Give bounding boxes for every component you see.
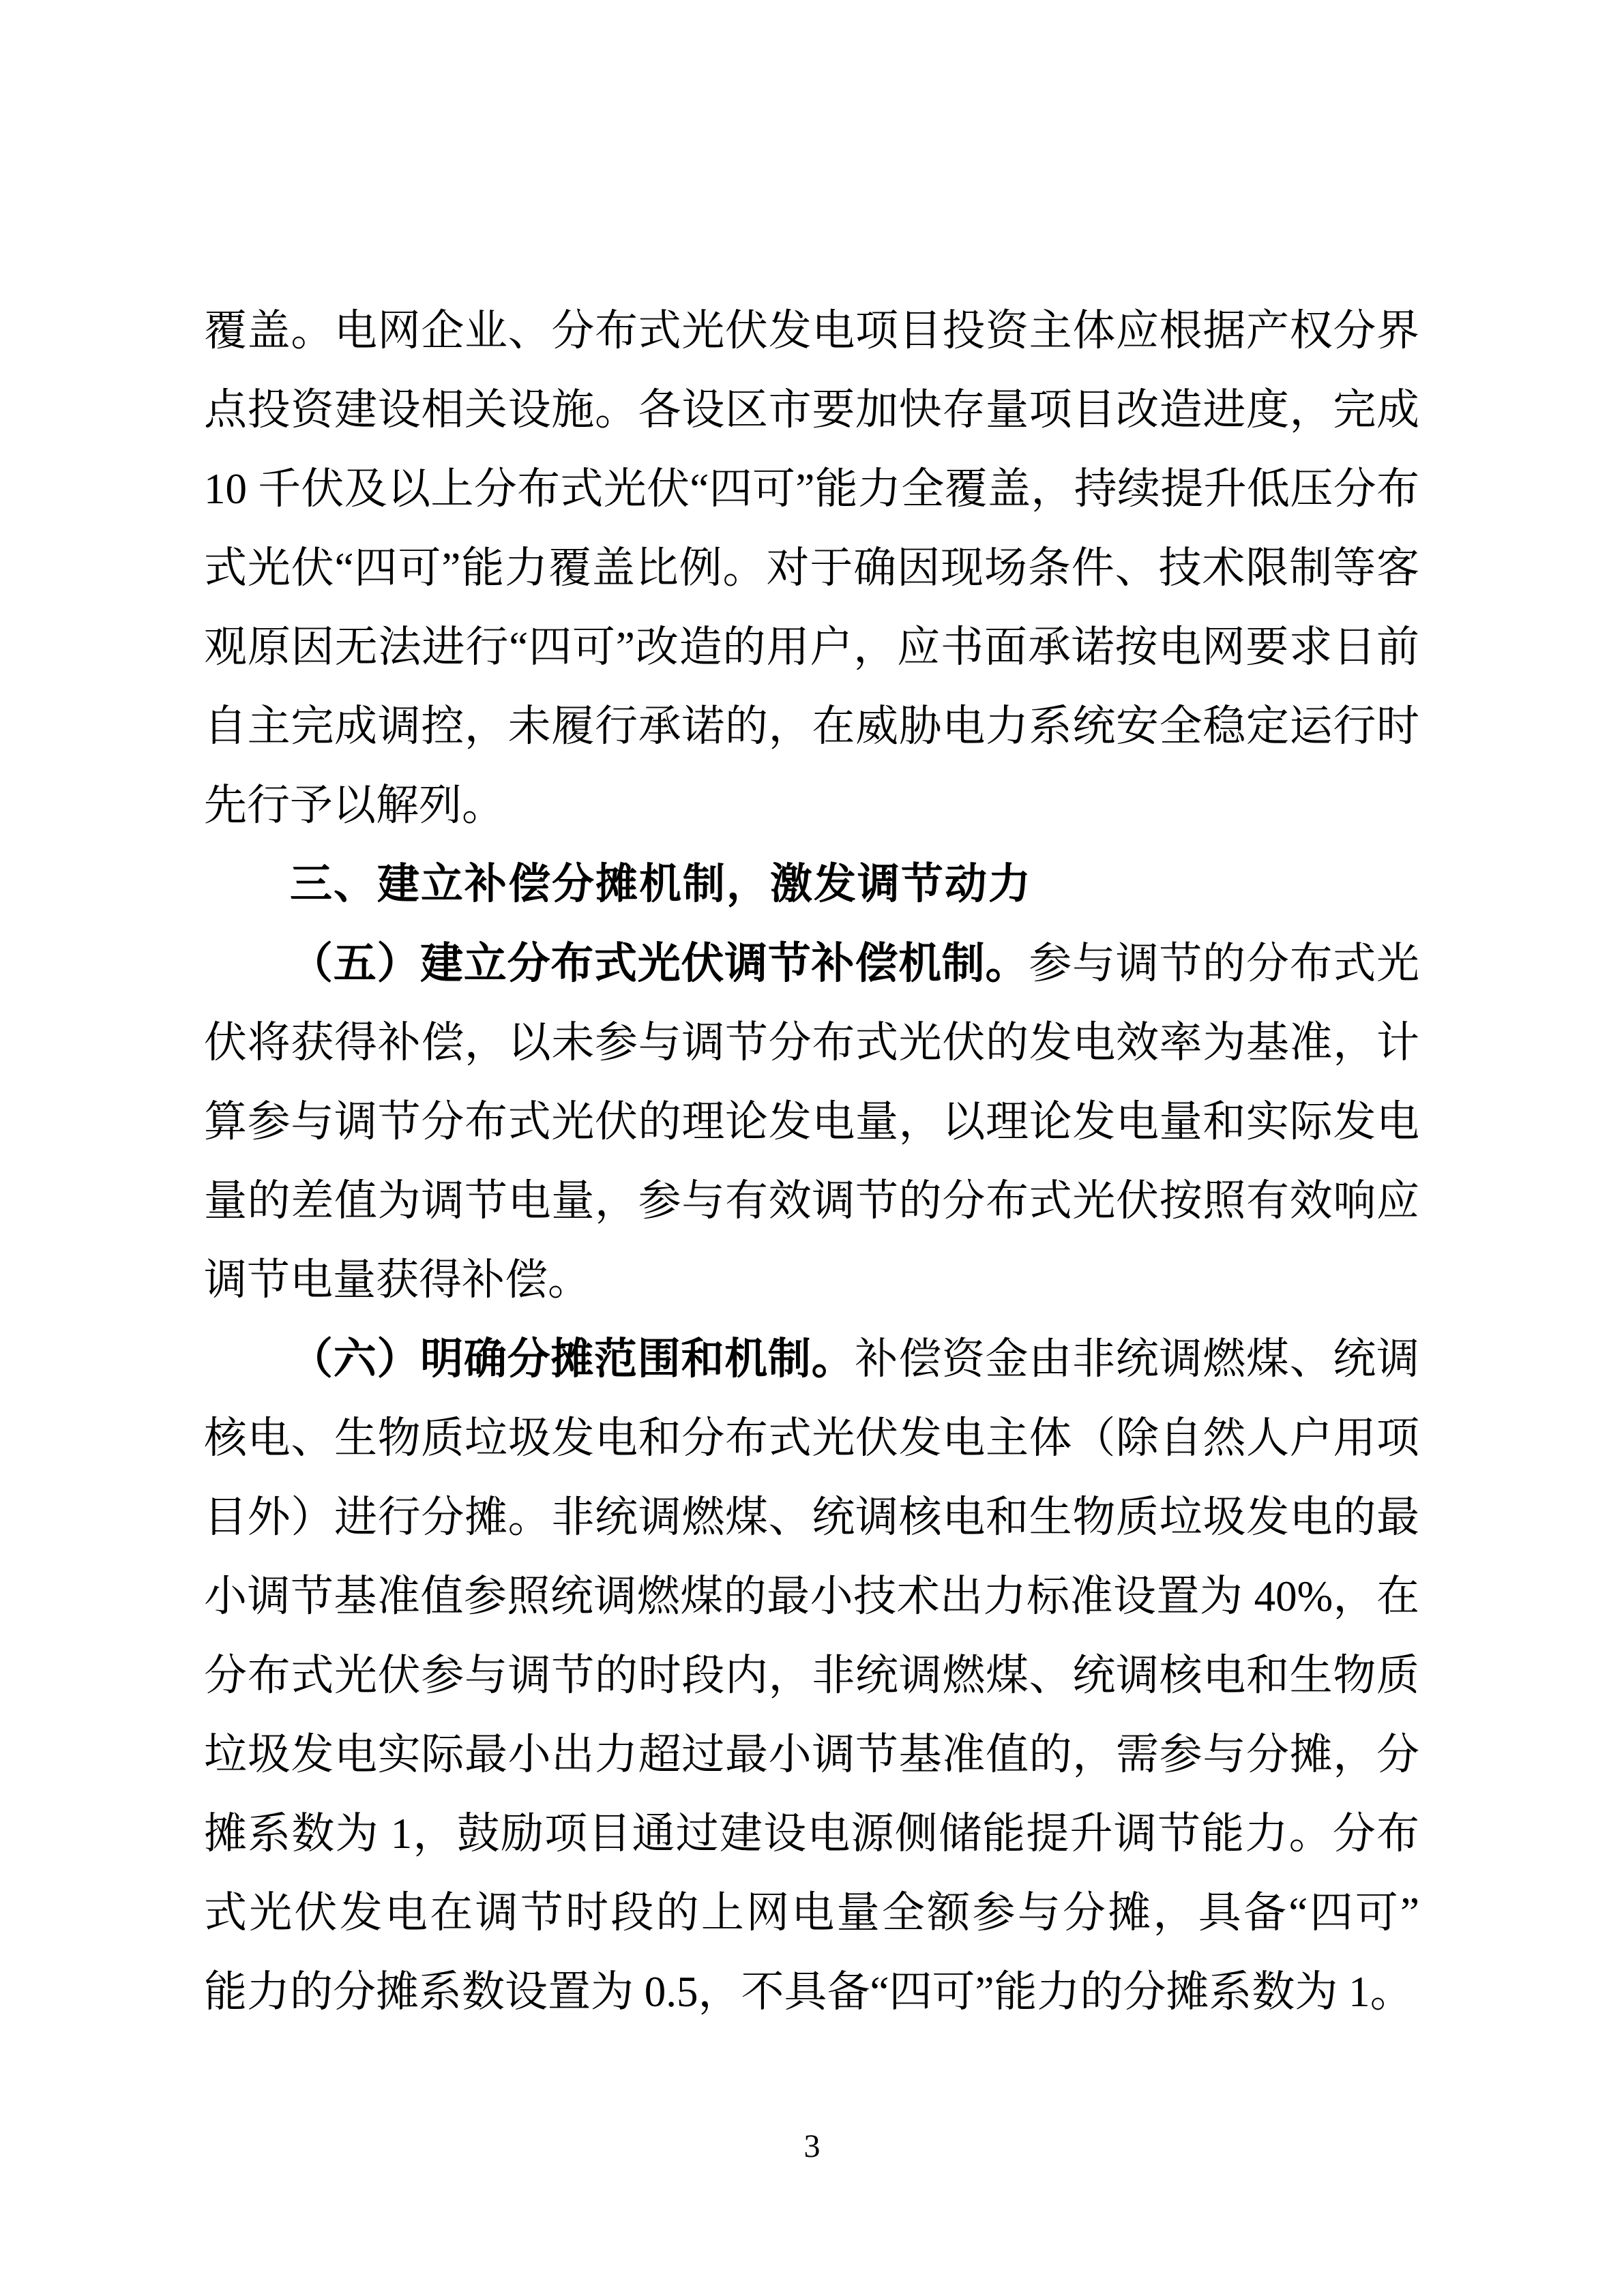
text-line (204, 1478, 1419, 1557)
bold-text-segment: 三、建立补偿分摊机制，激发调节动力 (290, 861, 1033, 908)
text-line (204, 687, 1419, 766)
text-line (204, 1636, 1419, 1715)
text-segment: 参与调节的分布式光 (1029, 940, 1420, 987)
text-line (204, 1161, 1419, 1240)
text-segment: 补偿资金由非统调燃煤、统调 (855, 1335, 1420, 1383)
text-line (204, 1240, 1419, 1320)
section-heading (204, 845, 1419, 924)
text-line (204, 370, 1419, 449)
text-line (204, 1715, 1419, 1794)
text-segment: 自主完成调控，未履行承诺的，在威胁电力系统安全稳定运行时 (204, 702, 1419, 750)
text-segment: 能力的分摊系数设置为 0.5，不具备“四可”能力的分摊系数为 1。 (204, 1968, 1413, 2016)
text-line (204, 608, 1419, 687)
text-segment: 目外）进行分摊。非统调燃煤、统调核电和生物质垃圾发电的最 (204, 1493, 1419, 1541)
text-segment: 先行予以解列。 (204, 781, 505, 829)
document-body (204, 291, 1419, 2031)
text-line (204, 449, 1419, 528)
text-segment: 算参与调节分布式光伏的理论发电量，以理论发电量和实际发电 (204, 1098, 1419, 1146)
bold-text-segment: （六）明确分摊范围和机制。 (290, 1335, 855, 1383)
text-segment: 核电、生物质垃圾发电和分布式光伏发电主体（除自然人户用项 (204, 1414, 1419, 1462)
page-number: 3 (803, 2128, 821, 2164)
text-line (204, 528, 1419, 608)
bold-text-segment: （五）建立分布式光伏调节补偿机制。 (290, 940, 1029, 987)
text-line (204, 766, 1419, 845)
text-segment: 式光伏发电在调节时段的上网电量全额参与分摊，具备“四可” (204, 1889, 1419, 1937)
text-line (204, 1557, 1419, 1636)
text-segment: 覆盖。电网企业、分布式光伏发电项目投资主体应根据产权分界 (204, 307, 1419, 355)
text-segment: 点投资建设相关设施。各设区市要加快存量项目改造进度，完成 (204, 386, 1419, 434)
text-segment: 式光伏“四可”能力覆盖比例。对于确因现场条件、技术限制等客 (204, 544, 1419, 592)
text-segment: 垃圾发电实际最小出力超过最小调节基准值的，需参与分摊，分 (204, 1731, 1419, 1778)
text-line (204, 1082, 1419, 1161)
text-line (204, 1320, 1419, 1399)
text-line (204, 291, 1419, 370)
text-segment: 小调节基准值参照统调燃煤的最小技术出力标准设置为 40%，在 (204, 1572, 1419, 1620)
text-line (204, 1003, 1419, 1082)
text-segment: 摊系数为 1，鼓励项目通过建设电源侧储能提升调节能力。分布 (204, 1810, 1419, 1858)
text-segment: 调节电量获得补偿。 (204, 1256, 591, 1304)
text-line (204, 1794, 1419, 1873)
text-line (204, 1873, 1419, 1952)
text-line (204, 1399, 1419, 1478)
text-segment: 10 千伏及以上分布式光伏“四可”能力全覆盖，持续提升低压分布 (204, 465, 1419, 513)
text-segment: 伏将获得补偿，以未参与调节分布式光伏的发电效率为基准，计 (204, 1019, 1419, 1067)
text-line (204, 924, 1419, 1003)
text-segment: 观原因无法进行“四可”改造的用户，应书面承诺按电网要求日前 (204, 623, 1419, 671)
text-line (204, 1952, 1419, 2031)
text-segment: 分布式光伏参与调节的时段内，非统调燃煤、统调核电和生物质 (204, 1652, 1419, 1699)
text-segment: 量的差值为调节电量，参与有效调节的分布式光伏按照有效响应 (204, 1177, 1419, 1225)
